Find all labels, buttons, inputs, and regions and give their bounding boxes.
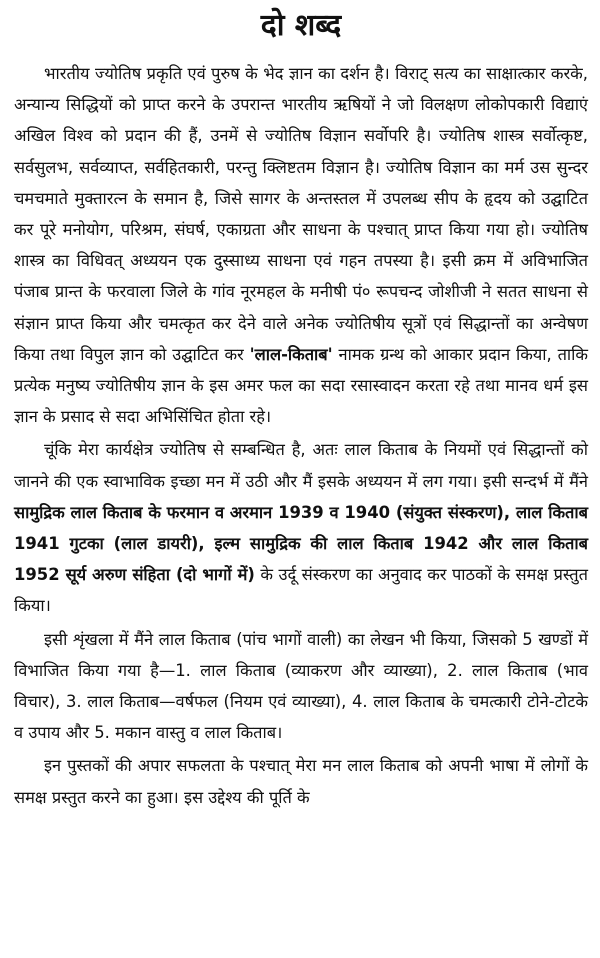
paragraph-1-bold-title: 'लाल-किताब' xyxy=(249,344,333,364)
paragraph-4 xyxy=(14,750,588,812)
paragraph-1-text-2: नामक ग्रन्थ को आकार प्रदान किया, ताकि प्रत्येक मनुष्य ज्योतिषीय ज्ञान के इस अमर फल का सदा रसास्वादन करता रहे तथा मानव धर्म इस ज्ञान के प्रसाद से सदा अभिसिंचित होता रहे। xyxy=(14,344,588,427)
page-title: दो शब्द xyxy=(260,8,342,43)
paragraph-2 xyxy=(14,434,588,621)
paragraph-1-text-1: भारतीय ज्योतिष प्रकृति एवं पुरुष के भेद ज्ञान का दर्शन है। विराट् सत्य का साक्षात्कार करके, अन्यान्य सिद्धियों को प्राप्त करने के उपरान्त भारतीय ऋषियों ने जो विलक्षण लोकोपकारी विद्याएं अखिल विश्व को प्रदान की हैं, उनमें से ज्योतिष विज्ञान सर्वोपरि है। ज्योतिष शास्त्र सर्वोत्कृष्ट, सर्वसुलभ, सर्वव्याप्त, सर्वहितकारी, परन्तु क्लिष्टतम विज्ञान है। ज्योतिष विज्ञान का मर्म उस सुन्दर चमचमाते मुक्तारत्न के समान है, जिसे सागर के अन्तस्तल में उपलब्ध सीप के हृदय को उद्घाटित कर पूरे मनोयोग, परिश्रम, संघर्ष, एकाग्रता और साधना के पश्चात् प्राप्त किया गया हो। ज्योतिष शास्त्र का विधिवत् अध्ययन एक दुस्साध्य साधना एवं गहन तपस्या है। इसी क्रम में अविभाजित पंजाब प्रान्त के फरवाला जिले के गांव नूरमहल के मनीषी पं० रूपचन्द जोशीजी ने सतत साधना से संज्ञान प्राप्त किया और चमत्कृत कर देने वाले अनेक ज्योतिषीय सूत्रों एवं सिद्धान्तों का अन्वेषण किया तथा विपुल ज्ञान को उद्घाटित कर xyxy=(14,64,588,364)
paragraph-3 xyxy=(14,624,588,749)
paragraph-2-text-2: के उर्दू संस्करण का अनुवाद कर पाठकों के समक्ष प्रस्तुत किया। xyxy=(14,565,588,616)
paragraph-4-text-1: इन पुस्तकों की अपार सफलता के पश्चात् मेरा मन लाल किताब को अपनी भाषा में लोगों के समक्ष प्रस्तुत करने का हुआ। इस उद्देश्य की पूर्ति के xyxy=(14,756,588,807)
paragraph-2-text-1: चूंकि मेरा कार्यक्षेत्र ज्योतिष से सम्बन्धित है, अतः लाल किताब के नियमों एवं सिद्धान्तों को जानने की एक स्वाभाविक इच्छा मन में उठी और मैं इसके अध्ययन में लग गया। इसी सन्दर्भ में मैंने xyxy=(14,440,588,491)
paragraph-3-text-1: इसी शृंखला में मैंने लाल किताब (पांच भागों वाली) का लेखन भी किया, जिसको 5 खण्डों में विभाजित किया गया है—1. लाल किताब (व्याकरण और व्याख्या), 2. लाल किताब (भाव विचार), 3. लाल किताब—वर्षफल (नियम एवं व्याख्या), 4. लाल किताब के चमत्कारी टोने-टोटके व उपाय और 5. मकान वास्तु व लाल किताब। xyxy=(14,629,588,743)
paragraph-2-bold-books: सामुद्रिक लाल किताब के फरमान व अरमान 1939 व 1940 (संयुक्त संस्करण), लाल किताब 1941 गुटका (लाल डायरी), इल्म सामुद्रिक की लाल किताब 1942 और लाल किताब 1952 सूर्य अरुण संहिता (दो भागों में) xyxy=(14,502,588,585)
paragraph-1 xyxy=(14,58,588,432)
